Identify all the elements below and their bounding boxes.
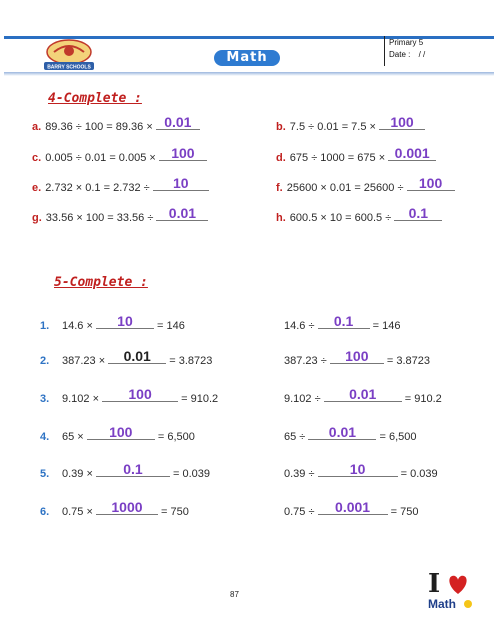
exercise-5-left [40, 461, 211, 480]
question-letter: g. [32, 212, 42, 224]
question-e [32, 175, 209, 194]
expression-end: = 910.2 [404, 393, 442, 405]
smiley-icon [464, 600, 472, 608]
answer-value: 0.01 [164, 114, 192, 130]
question-h [276, 205, 442, 224]
question-text: 675 ÷ 1000 = 675 × [289, 152, 386, 164]
question-letter: d. [276, 152, 286, 164]
page-number: 87 [230, 590, 239, 599]
answer-value: 100 [418, 175, 443, 191]
expression-end: = 750 [390, 506, 419, 518]
question-letter: b. [276, 121, 286, 133]
answer-value: 1000 [111, 499, 143, 515]
question-letter: f. [276, 182, 283, 194]
expression-end: = 750 [161, 506, 189, 518]
question-text: 33.56 × 100 = 33.56 ÷ [45, 212, 154, 224]
expression-start: 0.39 × [62, 468, 93, 480]
answer-blank[interactable] [308, 424, 376, 440]
answer-blank[interactable] [108, 348, 166, 364]
header-info-box [384, 36, 483, 66]
expression-start: 9.102 ÷ [284, 393, 321, 405]
expression-start: 65 × [62, 431, 84, 443]
answer-value: 10 [117, 313, 133, 329]
answer-blank[interactable] [394, 205, 442, 221]
answer-blank[interactable] [159, 145, 207, 161]
answer-value: 0.001 [394, 145, 430, 161]
exercise-number: 3. [40, 393, 50, 405]
expression-start: 65 ÷ [284, 431, 306, 443]
answer-blank[interactable] [102, 386, 178, 402]
expression-end: = 146 [372, 320, 401, 332]
answer-blank[interactable] [318, 499, 388, 515]
answer-value: 100 [345, 348, 369, 364]
date-row [389, 50, 425, 59]
logo-banner-text: BARRY SCHOOLS [47, 64, 91, 71]
expression-end: = 0.039 [173, 468, 211, 480]
answer-blank[interactable] [153, 175, 209, 191]
badge-letter: I [428, 569, 441, 599]
school-logo [40, 38, 98, 72]
answer-blank[interactable] [156, 114, 200, 130]
exercise-5-right [284, 461, 438, 480]
question-b [276, 114, 425, 133]
question-letter: a. [32, 121, 42, 133]
question-text: 25600 × 0.01 = 25600 ÷ [286, 182, 404, 194]
expression-end: = 3.8723 [386, 355, 430, 367]
expression-end: = 0.039 [400, 468, 438, 480]
question-text: 600.5 × 10 = 600.5 ÷ [289, 212, 392, 224]
exercise-3-left [40, 386, 219, 405]
answer-value: 100 [109, 424, 133, 440]
question-g [32, 205, 208, 224]
answer-blank[interactable] [318, 313, 370, 329]
answer-blank[interactable] [324, 386, 402, 402]
question-text: 2.732 × 0.1 = 2.732 ÷ [45, 182, 150, 194]
answer-value: 0.01 [349, 386, 377, 402]
answer-value: 0.01 [123, 348, 151, 364]
exercise-number: 2. [40, 355, 50, 367]
answer-value: 0.001 [335, 499, 371, 515]
question-c [32, 145, 207, 164]
answer-value: 10 [172, 175, 189, 191]
i-love-math-badge [424, 568, 474, 612]
expression-start: 14.6 × [62, 320, 93, 332]
exercise-6-right [284, 499, 419, 518]
answer-blank[interactable] [96, 461, 170, 477]
answer-value: 0.1 [123, 461, 143, 477]
expression-end: = 6,500 [379, 431, 417, 443]
expression-start: 387.23 ÷ [284, 355, 327, 367]
answer-value: 0.01 [328, 424, 357, 440]
exercise-1-right [284, 313, 401, 332]
question-letter: h. [276, 212, 286, 224]
answer-value: 0.01 [168, 205, 197, 221]
exercise-4-left [40, 424, 195, 443]
answer-blank[interactable] [407, 175, 455, 191]
exercise-number: 1. [40, 320, 50, 332]
expression-start: 14.6 ÷ [284, 320, 315, 332]
answer-value: 100 [390, 114, 414, 130]
question-letter: c. [32, 152, 42, 164]
question-d [276, 145, 436, 164]
exercise-number: 4. [40, 431, 50, 443]
answer-value: 0.1 [333, 313, 354, 329]
date-value: / / [418, 50, 426, 59]
level-label: Primary 5 [389, 38, 424, 47]
answer-value: 100 [171, 145, 195, 161]
question-text: 7.5 ÷ 0.01 = 7.5 × [289, 121, 376, 133]
question-text: 0.005 ÷ 0.01 = 0.005 × [45, 152, 156, 164]
answer-blank[interactable] [379, 114, 425, 130]
date-label: Date : [389, 50, 411, 59]
answer-blank[interactable] [330, 348, 384, 364]
answer-blank[interactable] [318, 461, 398, 477]
expression-end: = 3.8723 [169, 355, 213, 367]
question-a [32, 114, 200, 133]
answer-value: 10 [349, 461, 366, 477]
exercise-2-right [284, 348, 430, 367]
subject-title: Math [214, 50, 280, 66]
exercise-number: 5. [40, 468, 50, 480]
answer-blank[interactable] [156, 205, 208, 221]
expression-start: 387.23 × [62, 355, 106, 367]
header-shadow [4, 72, 494, 76]
exercise-6-left [40, 499, 189, 518]
section4-title: 4-Complete : [48, 91, 142, 106]
expression-start: 0.75 ÷ [284, 506, 315, 518]
exercise-2-left [40, 348, 213, 367]
question-f [276, 175, 455, 194]
question-text: 89.36 ÷ 100 = 89.36 × [45, 121, 153, 133]
expression-start: 0.75 × [62, 506, 93, 518]
expression-end: = 6,500 [157, 431, 195, 443]
section5-title: 5-Complete : [54, 275, 148, 290]
answer-blank[interactable] [87, 424, 155, 440]
answer-blank[interactable] [388, 145, 436, 161]
expression-start: 0.39 ÷ [284, 468, 315, 480]
expression-end: = 146 [157, 320, 185, 332]
answer-value: 0.1 [408, 205, 429, 221]
expression-end: = 910.2 [181, 393, 219, 405]
answer-value: 100 [128, 386, 152, 402]
exercise-4-right [284, 424, 417, 443]
question-letter: e. [32, 182, 42, 194]
answer-blank[interactable] [96, 313, 154, 329]
answer-blank[interactable] [96, 499, 158, 515]
exercise-3-right [284, 386, 442, 405]
expression-start: 9.102 × [62, 393, 100, 405]
exercise-1-left [40, 313, 185, 332]
heart-icon [449, 576, 466, 594]
exercise-number: 6. [40, 506, 50, 518]
badge-word: Math [428, 597, 456, 611]
